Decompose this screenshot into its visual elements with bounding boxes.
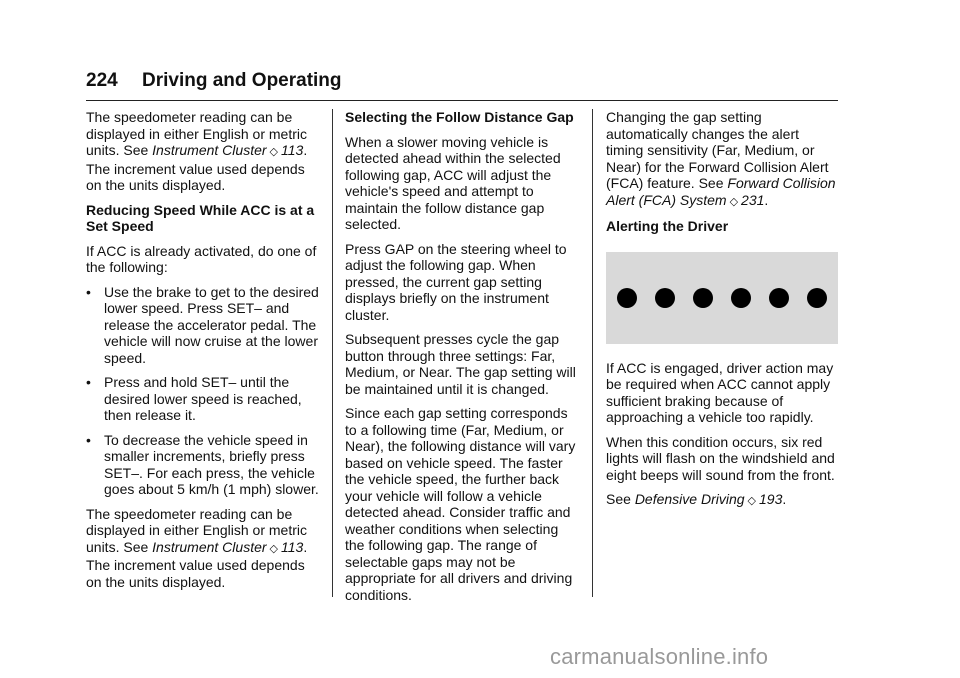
page-ref-icon: ◇ bbox=[729, 195, 739, 208]
paragraph-already-activated: If ACC is already activated, do one of the following: bbox=[86, 242, 317, 275]
bullet-icon: • bbox=[86, 374, 91, 390]
page-ref-number[interactable]: 113 bbox=[281, 538, 304, 555]
alert-light-icon bbox=[731, 288, 751, 308]
bullet-icon: • bbox=[86, 283, 91, 300]
alert-light-icon bbox=[769, 288, 789, 308]
list-item: • Press and hold SET– until the desired lower speed is reached, then release it. bbox=[86, 374, 302, 423]
paragraph-speedometer-repeat: The speedometer reading can be displayed in either English or metric units. See Instrument Cluster ◇ 113. The increment value used depends on the units displayed. bbox=[86, 505, 308, 590]
page-header bbox=[86, 70, 838, 101]
paragraph: Since each gap setting corresponds to a following time (Far, Medium, or Near), the following distance will vary based on vehicle speed. The faster the vehicle speed, the further back your vehicle will follow a vehicle detected ahead. Consider traffic and weather conditions when selecting the following gap. The range of selectable gaps may not be appropriate for all drivers and driving conditions. bbox=[345, 405, 576, 603]
alert-light-icon bbox=[617, 288, 637, 308]
alert-light-icon bbox=[655, 288, 675, 308]
link-fca-system[interactable]: Forward Collision Alert (FCA) System bbox=[606, 175, 836, 208]
link-instrument-cluster[interactable]: Instrument Cluster bbox=[152, 142, 267, 158]
page-ref-number[interactable]: 113 bbox=[281, 142, 304, 158]
alert-light-icon bbox=[693, 288, 713, 308]
list-item: • To decrease the vehicle speed in smaller increments, briefly press SET–. For each press, the vehicle goes about 5 km/h (1 mph) slower. bbox=[86, 431, 319, 497]
paragraph-gap-setting: Changing the gap setting automatically changes the alert timing sensitivity (Far, Medium, or Near) for the Forward Collision Alert (FCA) feature. See Forward Collision Alert (FCA) System ◇ 231. bbox=[606, 109, 836, 208]
paragraph-speedometer: The speedometer reading can be displayed in either English or metric units. See Instrument Cluster ◇ 113. The increment value used depends on the units displayed. bbox=[86, 109, 308, 193]
link-instrument-cluster[interactable]: Instrument Cluster bbox=[152, 538, 267, 555]
paragraph: Press GAP on the steering wheel to adjust the following gap. When pressed, the current gap setting displays briefly on the instrument cluster. bbox=[345, 240, 567, 323]
page-number: 224 bbox=[86, 70, 118, 91]
watermark: carmanualsonline.info bbox=[550, 644, 769, 669]
heading-reducing-speed: Reducing Speed While ACC is at a Set Speed bbox=[86, 201, 315, 234]
page-ref-icon: ◇ bbox=[747, 495, 756, 507]
page-ref-icon: ◇ bbox=[269, 542, 278, 555]
heading-follow-distance: Selecting the Follow Distance Gap bbox=[345, 109, 574, 125]
paragraph-see-defensive: See Defensive Driving ◇ 193. bbox=[606, 491, 787, 507]
windshield-alert-lights-illustration bbox=[606, 252, 838, 344]
link-defensive-driving[interactable]: Defensive Driving bbox=[634, 491, 745, 507]
column-left bbox=[86, 109, 322, 598]
column-divider bbox=[332, 109, 333, 597]
paragraph: When this condition occurs, six red lights will flash on the windshield and eight beeps will sound from the front. bbox=[606, 433, 835, 483]
page-ref-number[interactable]: 231 bbox=[741, 191, 765, 208]
list-item: • Use the brake to get to the desired lower speed. Press SET– and release the accelerator pedal. The vehicle will now cruise at the lower speed. bbox=[86, 283, 319, 366]
alert-light-icon bbox=[807, 288, 827, 308]
paragraph: Subsequent presses cycle the gap button through three settings: Far, Medium, or Near. The gap setting will be maintained until it is changed. bbox=[345, 331, 576, 397]
paragraph: When a slower moving vehicle is detected ahead within the selected following gap, ACC will adjust the vehicle's speed and attempt to maintain the follow distance gap selected. bbox=[345, 133, 561, 232]
section-title: Driving and Operating bbox=[142, 70, 342, 91]
page-ref-number[interactable]: 193 bbox=[759, 491, 783, 507]
heading-alerting-driver: Alerting the Driver bbox=[606, 218, 729, 234]
bullet-icon: • bbox=[86, 431, 91, 448]
column-middle bbox=[345, 109, 579, 611]
paragraph: If ACC is engaged, driver action may be required when ACC cannot apply sufficient braking because of approaching a vehicle too rapidly. bbox=[606, 359, 834, 425]
column-right bbox=[606, 109, 838, 518]
page-ref-icon: ◇ bbox=[269, 146, 278, 158]
column-divider bbox=[592, 109, 593, 597]
